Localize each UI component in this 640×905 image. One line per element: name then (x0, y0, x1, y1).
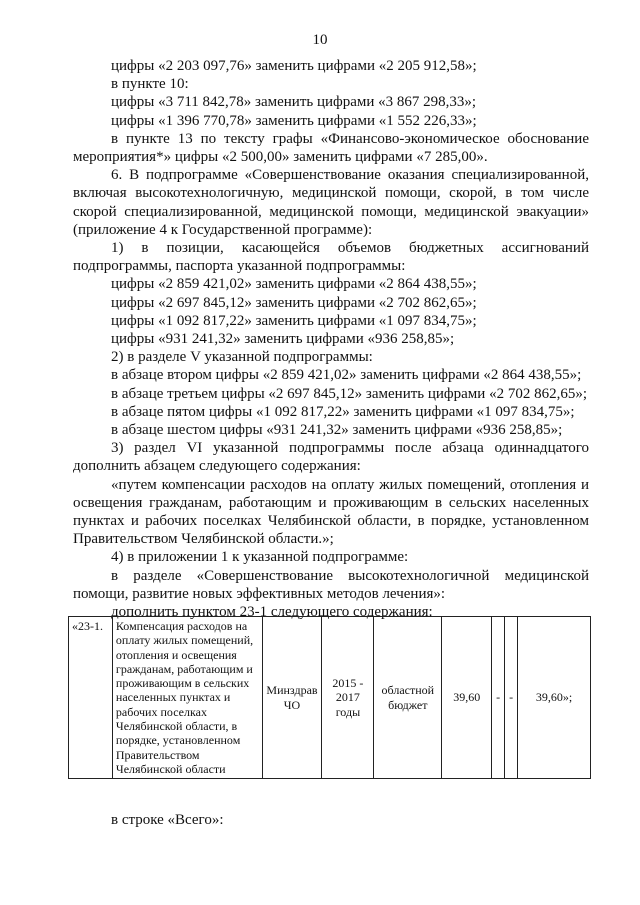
paragraph: 4) в приложении 1 к указанной подпрограмме: (111, 549, 409, 566)
amount-2017-cell: - (505, 617, 518, 779)
paragraph: 3) раздел VI указанной подпрограммы после абзаца одиннадцатого дополнить абзацем следующего содержания: (73, 440, 589, 475)
paragraph: «путем компенсации расходов на оплату жилых помещений, отопления и освещения гражданам, работающим и проживающим в сельских населенных пунктах и рабочих поселках Челябинской области, в порядке, установленном Правительством Челябинской области.»; (73, 476, 589, 548)
row-number: «23-1. (69, 617, 113, 779)
page-number: 10 (312, 32, 328, 48)
paragraph: в разделе «Совершенствование высокотехнологичной медицинской помощи, развитие новых эффективных методов лечения»: (73, 567, 589, 602)
paragraph: цифры «3 711 842,78» заменить цифрами «3 867 298,33»; (111, 94, 477, 111)
amount-2016-cell: - (492, 617, 505, 779)
paragraph: в абзаце шестом цифры «931 241,32» заменить цифрами «936 258,85»; (111, 422, 563, 439)
total-cell: 39,60»; (518, 617, 591, 779)
paragraph: 2) в разделе V указанной подпрограммы: (111, 349, 373, 366)
executor-cell: Минздрав ЧО (262, 617, 322, 779)
paragraph: в абзаце третьем цифры «2 697 845,12» заменить цифрами «2 702 862,65»; (111, 385, 587, 402)
funding-source-cell: областной бюджет (374, 617, 442, 779)
period-cell: 2015 - 2017 годы (322, 617, 374, 779)
amount-2015-cell: 39,60 (442, 617, 492, 779)
paragraph: цифры «931 241,32» заменить цифрами «936 258,85»; (111, 331, 455, 348)
paragraph: 1) в позиции, касающейся объемов бюджетных ассигнований подпрограммы, паспорта указанной подпрограммы: (73, 240, 589, 275)
paragraph: в пункте 13 по тексту графы «Финансово-экономическое обоснование мероприятия*» цифры «2 500,00» заменить цифрами «7 285,00». (73, 130, 589, 166)
paragraph: цифры «1 396 770,78» заменить цифрами «1 552 226,33»; (111, 112, 477, 129)
paragraph: 6. В подпрограмме «Совершенствование оказания специализированной, включая высокотехнологичную, медицинской помощи, скорой, в том числе скорой специализированной, медицинской помощи, медицинской эвакуации» (приложение 4 к Государственной программе): (73, 167, 589, 238)
paragraph: дополнить пунктом 23-1 следующего содержания: (111, 604, 433, 621)
paragraph: цифры «2 697 845,12» заменить цифрами «2 702 862,65»; (111, 294, 477, 311)
inserted-table (68, 616, 591, 779)
paragraph: в абзаце втором цифры «2 859 421,02» заменить цифрами «2 864 438,55»; (111, 367, 582, 384)
paragraph: цифры «2 203 097,76» заменить цифрами «2 205 912,58»; (111, 58, 477, 74)
measure-description: Компенсация расходов на оплату жилых помещений, отопления и освещения гражданам, работающим и проживающим в сельских населенных пунктах и рабочих поселках Челябинской области, в порядке, установленном Правительством Челябинской области (112, 617, 262, 779)
paragraph: цифры «2 859 421,02» заменить цифрами «2 864 438,55»; (111, 276, 477, 293)
paragraph: в пункте 10: (111, 76, 189, 93)
paragraph: цифры «1 092 817,22» заменить цифрами «1 097 834,75»; (111, 312, 477, 329)
table-row (69, 617, 591, 779)
paragraph: в абзаце пятом цифры «1 092 817,22» заменить цифрами «1 097 834,75»; (111, 403, 575, 420)
paragraph: в строке «Всего»: (111, 812, 224, 828)
document-body (73, 57, 589, 621)
